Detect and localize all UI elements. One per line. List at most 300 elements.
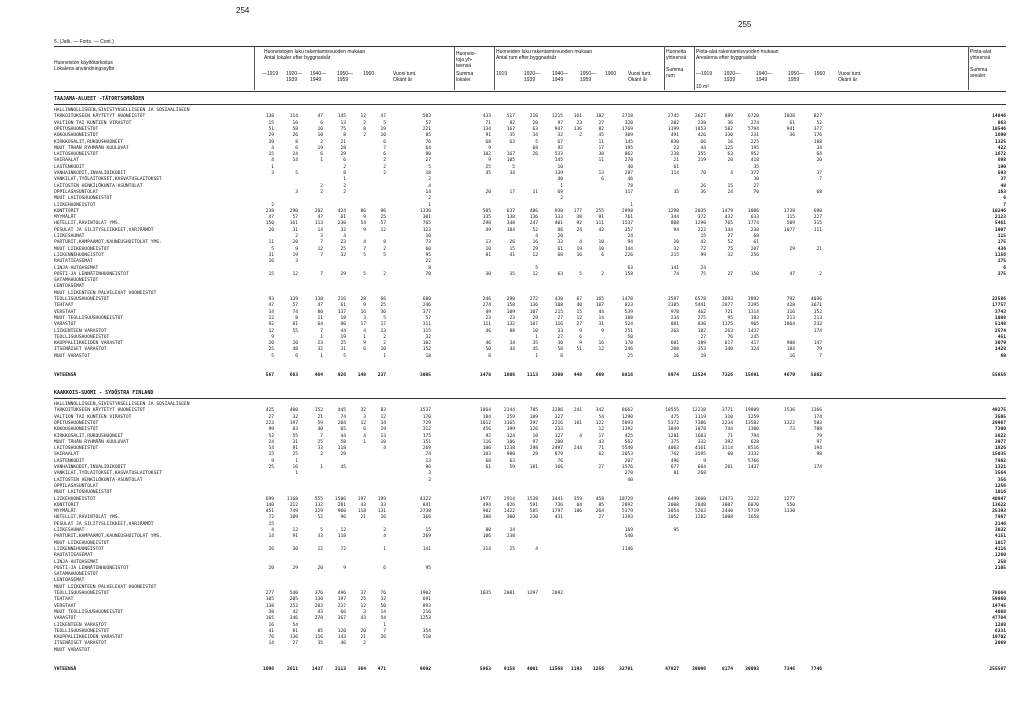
cell-value: 197 [289,420,298,426]
cell-value: 708 [813,427,822,433]
cell-value: 25393 [992,509,1006,515]
cell-value: 195 [750,145,759,151]
cell-value: 20 [292,341,298,347]
cell-value: 42 [598,227,604,233]
cell-value: 281 [337,502,346,508]
cell-value: 1146 [621,546,633,552]
header-col-1-1: —1919 [262,71,279,77]
cell-value: 392 [724,439,733,445]
cell-value: 14 [317,227,323,233]
cell-value: 43 [360,616,366,622]
cell-value: 64 [576,502,582,508]
cell-value: 96 [425,465,431,470]
cell-value: 2 [320,183,323,189]
row-label: RAUTATIEASEMAT [54,553,93,559]
cell-value: 1506 [334,496,346,502]
cell-value: 102 [422,341,431,347]
cell-value: 425 [265,408,274,414]
cell-value: 1 [363,439,366,445]
cell-value: 10 [380,347,386,353]
cell-value: 184 [482,414,491,420]
cell-value: 8974 [667,372,679,378]
cell-value: 72 [340,546,346,552]
cell-value: 80 [485,528,491,533]
cell-value: 2 [579,133,582,139]
cell-value: 3332 [747,452,759,458]
cell-value: 314 [482,546,491,552]
cell-value: 31 [268,252,274,258]
row-label: MUUT TÄHÄN RYHMÄÄN KUULUVAT [54,439,129,445]
cell-value: 27 [598,465,604,470]
cell-value: 744 [724,427,733,433]
cell-value: 81 [598,215,604,221]
cell-value: 20 [557,234,563,239]
cell-value: 31 [340,347,346,353]
cell-value: 475 [670,414,679,420]
row-label: LIIKENNEHUONEISTOT [54,546,104,552]
table-row [0,427,1024,433]
cell-value: 274 [482,303,491,309]
cell-value: 15 [268,120,274,126]
cell-value: 9 [363,227,366,233]
cell-value: 134 [482,126,491,132]
table-header [54,46,1006,92]
cell-value: 12 [317,546,323,552]
cell-value: 186 [573,509,582,515]
cell-value: 12 [360,420,366,426]
cell-value: 203 [314,603,323,609]
header-col-1-4: 1950— 1959 [337,71,354,83]
cell-value: 2848 [694,502,706,508]
cell-value: 1769 [621,126,633,132]
cell-value: 27 [700,334,706,340]
cell-value: 16 [576,252,582,258]
cell-value: 223 [697,227,706,233]
cell-value: 2 [383,158,386,164]
row-label: VERSTAAT [54,309,77,315]
cell-value: 1393 [621,515,633,521]
cell-value: 10246 [992,208,1006,214]
cell-value: 80 [317,309,323,315]
row-label: KIRKKOSALIT,RUKOUSHUONEET [54,139,124,145]
cell-value: 761 [624,215,633,221]
row-label: VALTION TAI KUNTIEN VIRASTOT [54,414,132,420]
cell-value: 794 [750,433,759,439]
cell-value: 8 [363,126,366,132]
cell-value: 1422 [503,509,515,515]
cell-value: 1088 [994,315,1006,321]
cell-value: 2385 [667,303,679,309]
cell-value: 255 [595,208,604,214]
cell-value: 2718 [621,114,633,120]
cell-value: 2 [383,528,386,533]
cell-value: 5 [383,120,386,126]
cell-value: 3597 [667,297,679,302]
total-row [0,373,1024,379]
cell-value: 20 [816,158,822,164]
cell-value: 5461 [994,221,1006,227]
cell-value: 591 [529,502,538,508]
cell-value: 44 [700,145,706,151]
cell-value: 4 [271,528,274,533]
cell-value: 2008 [667,502,679,508]
cell-value: 5 [295,171,298,176]
row-label: TARKOITUKSEEN KÄYTETYT HUONEISTOT [54,114,146,120]
cell-value: 61 [557,246,563,252]
cell-value: 82 [509,120,515,126]
cell-value: 16 [673,353,679,359]
cell-value: 54 [292,622,298,628]
cell-value: 246 [624,347,633,353]
cell-value: 6 [1003,196,1006,202]
cell-value: 194 [813,446,822,452]
cell-value: 50 [380,603,386,609]
cell-value: 15691 [745,372,759,378]
cell-value: 34 [268,309,274,315]
cell-value: 20 [360,628,366,634]
cell-value: 1259 [747,414,759,420]
cell-value: 14846 [992,114,1006,120]
cell-value: 32 [425,334,431,340]
cell-value: 826 [506,502,515,508]
row-label: KAUPPALIIKKEIDEN VARASTOT [54,341,124,347]
cell-value: 33 [317,534,323,540]
cell-value: 251 [624,328,633,334]
cell-value: 35 [753,164,759,170]
cell-value: 29 [532,452,538,458]
cell-value: 13 [340,120,346,126]
cell-value: 34 [380,420,386,426]
cell-value: 47784 [992,616,1006,622]
cell-value: 938 [554,208,563,214]
cell-value: 5 [343,353,346,359]
cell-value: 114 [670,171,679,176]
cell-value: 428 [786,303,795,309]
cell-value: 14 [268,641,274,647]
cell-value: 109 [289,515,298,521]
cell-value: 3005 [419,372,431,378]
cell-value: 97 [816,439,822,445]
cell-value: 23 [485,315,491,321]
cell-value: 1864 [479,408,491,414]
cell-value: 18 [340,315,346,321]
cell-value: 301 [422,215,431,221]
cell-value: 15 [268,521,274,527]
cell-value: 4151 [994,534,1006,540]
cell-value: 348 [506,221,515,227]
cell-value: 15 [576,309,582,315]
cell-value: 765 [724,221,733,227]
cell-value: 170 [624,341,633,347]
cell-value: 70 [700,171,706,176]
cell-value: 27 [557,334,563,340]
cell-value: 41 [509,252,515,258]
cell-value: 12 [532,271,538,277]
cell-value: 35 [317,641,323,647]
cell-value: 1576 [621,465,633,470]
cell-value: 2 [295,234,298,239]
cell-value: 238 [697,120,706,126]
cell-value: 290 [506,297,515,302]
cell-value: 49 [485,309,491,315]
cell-value: 19 [317,145,323,151]
cell-value: 1077 [783,227,795,233]
cell-value: 199 [377,496,386,502]
row-label: MUUT TÄHÄN RYHMÄÄN KUULUVAT [54,145,129,151]
cell-value: 1260 [994,553,1006,559]
table-row [0,484,1024,490]
cell-value: 376 [314,591,323,596]
cell-value: 166 [554,465,563,470]
cell-value: 202 [670,120,679,126]
cell-value: 1130 [783,509,795,515]
cell-value: 1193 [570,666,582,672]
cell-value: 16 [789,353,795,359]
row-label: KIRKKOSALIT,RUKOUSHUONEET [54,433,124,439]
cell-value: 471 [377,666,386,672]
cell-value: 691 [422,597,431,603]
cell-value: 300 [506,515,515,521]
cell-value: 424 [337,208,346,214]
cell-value: 137 [337,309,346,315]
cell-value: 6 [601,177,604,183]
cell-value: 36 [727,120,733,126]
cell-value: 5 [535,139,538,145]
cell-value: 6331 [994,628,1006,634]
table-row [0,347,1024,353]
cell-value: 231 [750,133,759,139]
cell-value: 401 [554,221,563,227]
cell-value: 1016 [994,490,1006,496]
cell-value: 3 [295,189,298,195]
cell-value: 3892 [747,297,759,302]
cell-value: 1437 [747,328,759,334]
cell-value: 10 [532,328,538,334]
cell-value: 75 [727,246,733,252]
cell-value: 48 [1000,183,1006,189]
table-row [0,322,1024,328]
cell-value: 377 [422,309,431,315]
cell-value: 1470 [621,297,633,302]
cell-value: 20 [268,341,274,347]
cell-value: 3300 [551,372,563,378]
cell-value: 375 [670,439,679,445]
cell-value: 312 [422,427,431,433]
cell-value: 6070 [747,502,759,508]
cell-value: 491 [670,133,679,139]
cell-value: 1977 [479,496,491,502]
cell-value: 330 [724,133,733,139]
cell-value: 10 [598,246,604,252]
table-row [0,203,1024,209]
cell-value: 165 [595,297,604,302]
cell-value: 863 [997,120,1006,126]
table-row [0,146,1024,152]
row-label: PESULAT JA SILITYSLIIKKEET,VARJÄÄMÖT [54,227,154,233]
cell-value: 841 [422,502,431,508]
cell-value: 1 [363,334,366,340]
cell-value: 238 [750,227,759,233]
cell-value: 117 [624,189,633,195]
table-row [0,522,1024,528]
cell-value: 926 [337,372,346,378]
cell-value: 879 [554,452,563,458]
table-row [0,196,1024,202]
cell-value: 32 [340,252,346,258]
cell-value: 8 [428,265,431,271]
cell-value: 45 [340,465,346,470]
cell-value: 123 [422,227,431,233]
cell-value: 9 [488,145,491,151]
cell-value: 48 [292,347,298,353]
cell-value: 7326 [721,372,733,378]
cell-value: 33 [380,502,386,508]
table-row [0,541,1024,547]
cell-value: 26 [292,133,298,139]
cell-value: 208 [670,347,679,353]
cell-value: 329 [314,509,323,515]
cell-value: 8 [343,171,346,176]
cell-value: 601 [670,341,679,347]
cell-value: 5 [271,246,274,252]
cell-value: 52 [317,515,323,521]
cell-value: 290 [289,208,298,214]
cell-value: 4 [363,240,366,246]
cell-value: 10 [485,246,491,252]
cell-value: 197 [357,496,366,502]
cell-value: 116 [314,635,323,641]
row-label: LAITOSTEN HENKILÖKUNTA-ASUNTOLAT [54,183,143,189]
row-label: LIIKENTEEN VARASTOT [54,328,107,334]
cell-value: 517 [506,114,515,120]
cell-value: 324 [750,347,759,353]
cell-value: 107 [529,322,538,328]
cell-value: 174 [813,414,822,420]
cell-value: 25 [292,452,298,458]
cell-value: 1 [295,471,298,477]
header-group1-total-sv: Summa lokaler [456,71,474,83]
cell-value: 2234 [721,420,733,426]
cell-value: 5263 [694,509,706,515]
cell-value: 908 [786,341,795,347]
cell-value: 161 [289,221,298,227]
cell-value: 699 [265,496,274,502]
cell-value: 20 [292,240,298,246]
cell-value: 451 [265,509,274,515]
table-row [0,291,1024,297]
cell-value: 195 [624,145,633,151]
cell-value: 13622 [992,502,1006,508]
cell-value: 40 [557,177,563,183]
cell-value: 462 [697,309,706,315]
cell-value: 30 [557,341,563,347]
cell-value: 1008 [721,515,733,521]
cell-value: 25 [380,215,386,221]
row-label: MUUT LIIKEHUONEISTOT [54,540,110,546]
cell-value: 93 [268,297,274,302]
cell-value: 496 [670,458,679,464]
cell-value: 227 [813,215,822,221]
cell-value: 372 [750,171,759,176]
table-row [0,408,1024,414]
row-label: MUUT VARASTOT [54,353,90,359]
cell-value: 19702 [992,635,1006,641]
cell-value: 8 [560,353,563,359]
cell-value: 15 [425,528,431,533]
cell-value: 219 [697,158,706,164]
cell-value: 19809 [745,408,759,414]
cell-value: 136 [529,303,538,309]
cell-value: 144 [724,227,733,233]
cell-value: 132 [314,502,323,508]
cell-value: 5 [383,252,386,258]
cell-value: 49275 [992,408,1006,414]
cell-value: 1 [535,334,538,340]
table-row [0,329,1024,335]
cell-value: 58 [557,347,563,353]
cell-value: 7 [819,353,822,359]
cell-value: 126 [529,427,538,433]
cell-value: 356 [997,477,1006,483]
cell-value: 115 [786,215,795,221]
cell-value: 21 [673,158,679,164]
cell-value: 3032 [994,528,1006,533]
cell-value: 3743 [994,309,1006,315]
cell-value: 7862 [994,458,1006,464]
cell-value: 4001 [526,666,538,672]
header-group3-total-sv: Summa arealer [970,67,988,79]
cell-value: 5093 [621,420,633,426]
cell-value: 4116 [994,546,1006,552]
cell-value: 135 [482,215,491,221]
cell-value: 1052 [667,515,679,521]
cell-value: 16 [727,139,733,145]
cell-value: 27 [598,515,604,521]
cell-value: 550 [786,502,795,508]
cell-value: 31 [292,439,298,445]
cell-value: 1 [320,353,323,359]
table-row [0,660,1024,666]
cell-value: 14745 [992,603,1006,609]
cell-value: 2877 [721,303,733,309]
cell-value: 1 [320,158,323,164]
cell-value: 902 [482,509,491,515]
table-row [0,553,1024,559]
cell-value: 862 [624,152,633,158]
row-label: KONTTORIT [54,208,79,214]
header-col-2-5: 1960 [605,71,617,77]
cell-value: 32 [727,252,733,258]
cell-value: 12 [292,271,298,277]
cell-value: 66 [380,297,386,302]
header-group1-sub: Antal lokaler efter byggnadsår [264,55,331,61]
cell-value: 47 [268,303,274,309]
cell-value: 175 [997,240,1006,246]
cell-value: 36 [700,189,706,195]
cell-value: 1437 [311,666,323,672]
row-label: KOKOUSHUONEISTOT [54,133,99,139]
cell-value: 5148 [994,322,1006,328]
cell-value: 19 [700,353,706,359]
header-group3-unit: 10 m² [696,84,709,90]
cell-value: 25 [509,546,515,552]
cell-value: 12 [360,114,366,120]
cell-value: 2 [320,189,323,195]
cell-value: 15 [268,452,274,458]
cell-value: 1366 [810,408,822,414]
cell-value: 9 [363,303,366,309]
cell-value: 9 [488,158,491,164]
